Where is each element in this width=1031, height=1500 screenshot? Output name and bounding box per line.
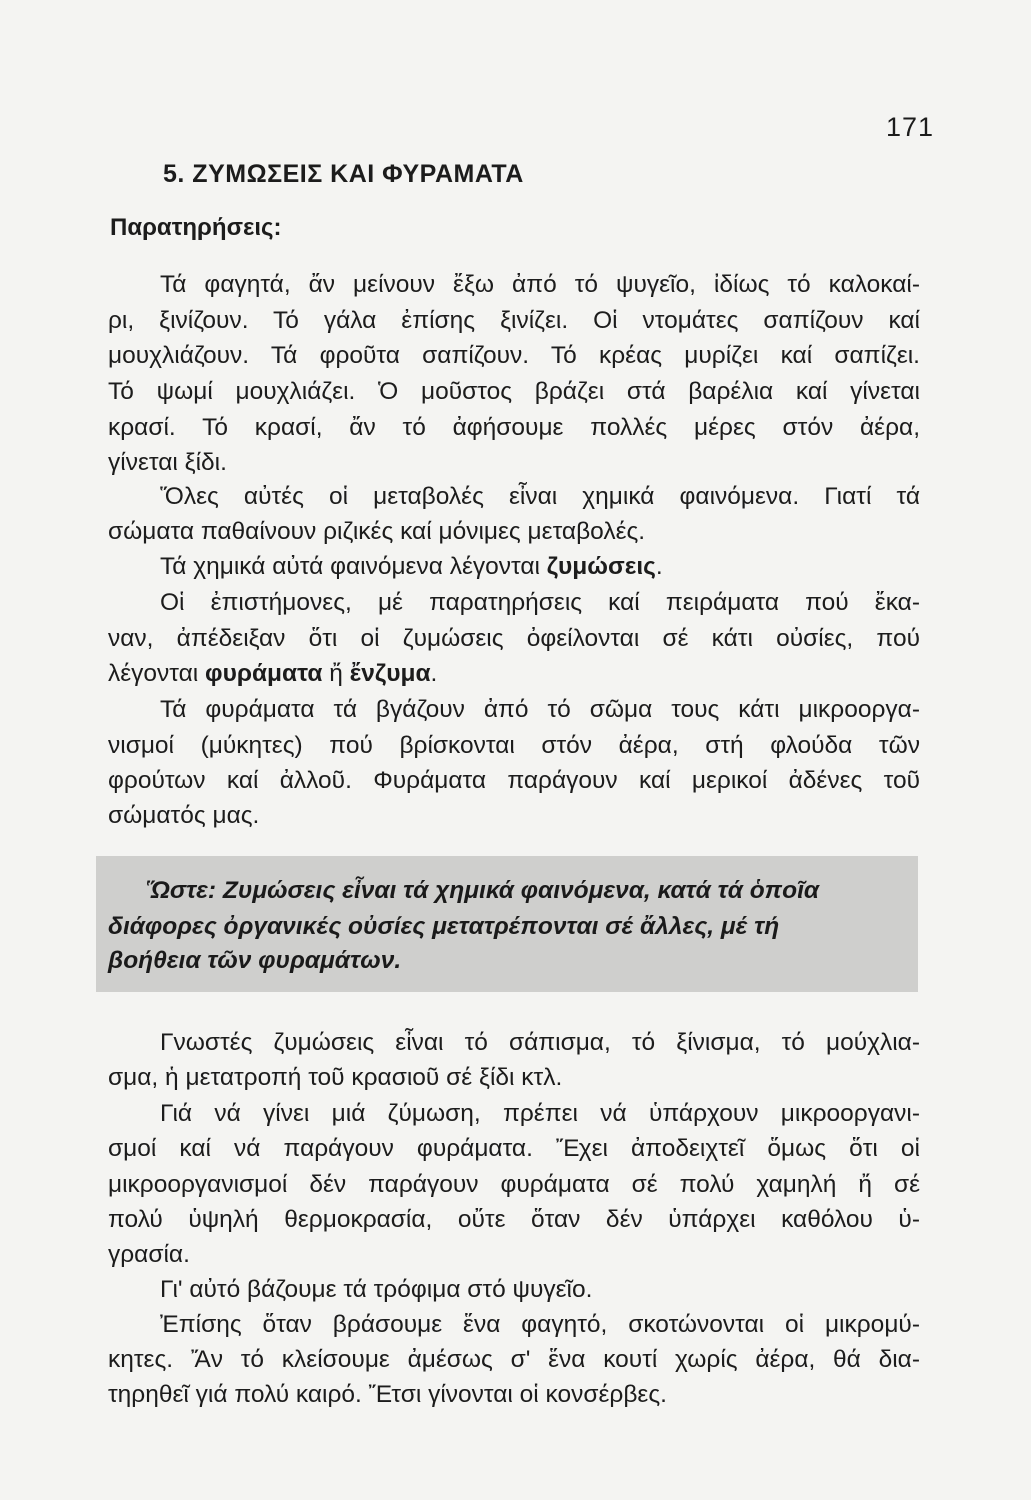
paragraph-line: κητες. Ἄν τό κλείσουμε ἀμέσως σ' ἕνα κουτί χωρίς ἀέρα, θά δια- xyxy=(108,1346,920,1373)
paragraph-line: γίνεται ξίδι. xyxy=(108,449,227,476)
paragraph-line: Γιά νά γίνει μιά ζύμωση, πρέπει νά ὑπάρχουν μικροοργανι- xyxy=(160,1100,920,1127)
term-zymoseis: ζυμώσεις xyxy=(546,553,656,580)
paragraph-line: σμα, ἡ μετατροπή τοῦ κρασιοῦ σέ ξίδι κτλ. xyxy=(108,1064,563,1091)
paragraph-line: Γι' αὐτό βάζουμε τά τρόφιμα στό ψυγεῖο. xyxy=(160,1276,593,1303)
paragraph-line: Ἐπίσης ὅταν βράσουμε ἕνα φαγητό, σκοτώνονται οἱ μικρομύ- xyxy=(160,1311,920,1338)
term-enzyma: ἔνζυμα xyxy=(349,660,431,687)
paragraph-line: Γνωστές ζυμώσεις εἶναι τό σάπισμα, τό ξίνισμα, τό μούχλια- xyxy=(160,1029,920,1056)
paragraph-line: σμοί καί νά παράγουν φυράματα. Ἔχει ἀποδειχτεῖ ὅμως ὅτι οἱ xyxy=(108,1135,920,1162)
section-heading: Παρατηρήσεις: xyxy=(110,214,282,241)
paragraph-line: Τό ψωμί μουχλιάζει. Ὁ μοῦστος βράζει στά βαρέλια καί γίνεται xyxy=(108,378,920,405)
conclusion-line: διάφορες ὀργανικές οὐσίες μετατρέπονται σέ ἄλλες, μέ τή xyxy=(108,913,780,940)
paragraph-line: Τά φαγητά, ἄν μείνουν ἔξω ἀπό τό ψυγεῖο, ἰδίως τό καλοκαί- xyxy=(160,271,920,298)
paragraph-line: λέγονται φυράματα ἤ ἔνζυμα. xyxy=(108,660,438,687)
paragraph-line: σώματα παθαίνουν ριζικές καί μόνιμες μεταβολές. xyxy=(108,518,646,545)
paragraph-line: πολύ ὑψηλή θερμοκρασία, οὔτε ὅταν δέν ὑπάρχει καθόλου ὑ- xyxy=(108,1206,920,1233)
paragraph-line: κρασί. Τό κρασί, ἄν τό ἀφήσουμε πολλές μέρες στόν ἀέρα, xyxy=(108,414,920,441)
paragraph-line: ναν, ἀπέδειξαν ὅτι οἱ ζυμώσεις ὀφείλονται σέ κάτι οὐσίες, πού xyxy=(108,625,920,652)
paragraph-line: Οἱ ἐπιστήμονες, μέ παρατηρήσεις καί πειράματα πού ἔκα- xyxy=(160,589,920,616)
paragraph-line: μουχλιάζουν. Τά φροῦτα σαπίζουν. Τό κρέας μυρίζει καί σαπίζει. xyxy=(108,342,920,369)
paragraph-line: τηρηθεῖ γιά πολύ καιρό. Ἔτσι γίνονται οἱ κονσέρβες. xyxy=(108,1381,667,1408)
paragraph-line: γρασία. xyxy=(108,1241,190,1268)
conclusion-line: βοήθεια τῶν φυραμάτων. xyxy=(108,947,402,974)
paragraph-line: νισμοί (μύκητες) πού βρίσκονται στόν ἀέρα, στή φλούδα τῶν xyxy=(108,732,920,759)
paragraph-line: μικροοργανισμοί δέν παράγουν φυράματα σέ πολύ χαμηλή ἤ σέ xyxy=(108,1171,920,1198)
conclusion-line: Ὥστε: Ζυμώσεις εἶναι τά χημικά φαινόμενα, κατά τά ὁποῖα xyxy=(146,877,820,904)
paragraph-line: Τά χημικά αὐτά φαινόμενα λέγονται ζυμώσεις. xyxy=(160,553,663,580)
paragraph-line: σώματός μας. xyxy=(108,802,260,829)
paragraph-line: Τά φυράματα τά βγάζουν ἀπό τό σῶμα τους κάτι μικροοργα- xyxy=(160,696,920,723)
term-fyramata: φυράματα xyxy=(205,660,323,687)
paragraph-line: Ὅλες αὐτές οἱ μεταβολές εἶναι χημικά φαινόμενα. Γιατί τά xyxy=(160,483,920,510)
chapter-title: 5. ΖΥΜΩΣΕΙΣ ΚΑΙ ΦΥΡΑΜΑΤΑ xyxy=(163,160,524,188)
page-number: 171 xyxy=(886,112,935,142)
paragraph-line: ρι, ξινίζουν. Τό γάλα ἐπίσης ξινίζει. Οἱ ντομάτες σαπίζουν καί xyxy=(108,307,920,334)
paragraph-line: φρούτων καί ἀλλοῦ. Φυράματα παράγουν καί μερικοί ἀδένες τοῦ xyxy=(108,767,920,794)
